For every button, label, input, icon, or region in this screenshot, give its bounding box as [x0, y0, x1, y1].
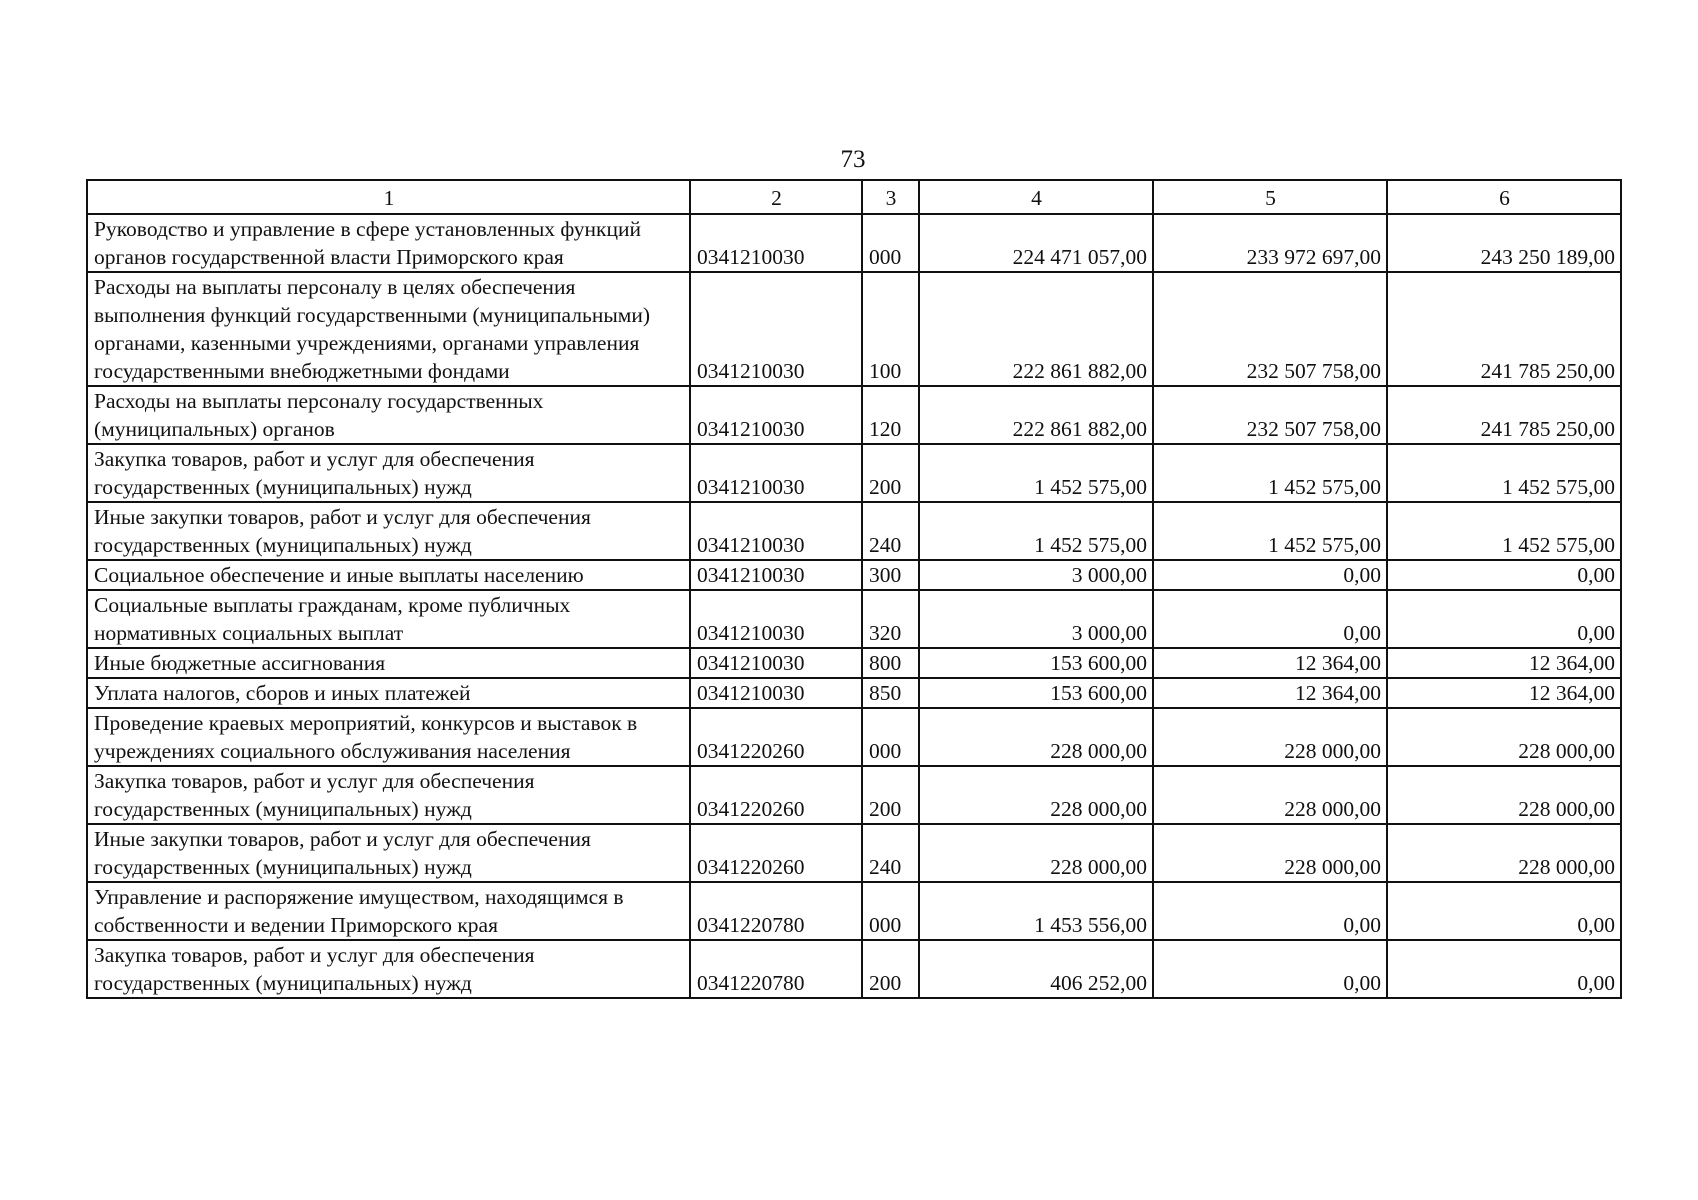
amount-col6-cell: 228 000,00 [1387, 766, 1621, 824]
amount-col5-cell: 0,00 [1153, 940, 1387, 998]
amount-col4-cell: 153 600,00 [919, 648, 1153, 678]
table-row [87, 386, 1621, 444]
expense-type-cell: 200 [862, 766, 919, 824]
item-name-cell: Расходы на выплаты персоналу государственных (муниципальных) органов [87, 386, 690, 444]
expense-type-cell: 000 [862, 214, 919, 272]
amount-col4-cell: 222 861 882,00 [919, 386, 1153, 444]
table-row [87, 272, 1621, 386]
item-name-cell: Расходы на выплаты персоналу в целях обеспечения выполнения функций государственными (муниципальными) органами, казенными учреждениями, органами управления государственными внебюджетными фондами [87, 272, 690, 386]
amount-col5-cell: 1 452 575,00 [1153, 502, 1387, 560]
amount-col5-cell: 233 972 697,00 [1153, 214, 1387, 272]
target-code-cell: 0341210030 [690, 590, 862, 648]
item-name-cell: Управление и распоряжение имуществом, находящимся в собственности и ведении Приморского края [87, 882, 690, 940]
amount-col5-cell: 232 507 758,00 [1153, 386, 1387, 444]
amount-col4-cell: 228 000,00 [919, 824, 1153, 882]
amount-col6-cell: 241 785 250,00 [1387, 272, 1621, 386]
amount-col6-cell: 1 452 575,00 [1387, 444, 1621, 502]
target-code-cell: 0341220260 [690, 824, 862, 882]
amount-col6-cell: 0,00 [1387, 590, 1621, 648]
column-header: 1 [87, 180, 690, 214]
amount-col4-cell: 3 000,00 [919, 560, 1153, 590]
target-code-cell: 0341210030 [690, 444, 862, 502]
amount-col4-cell: 224 471 057,00 [919, 214, 1153, 272]
amount-col5-cell: 232 507 758,00 [1153, 272, 1387, 386]
item-name-cell: Иные бюджетные ассигнования [87, 648, 690, 678]
table-row [87, 766, 1621, 824]
target-code-cell: 0341220260 [690, 766, 862, 824]
table-row [87, 502, 1621, 560]
amount-col4-cell: 1 452 575,00 [919, 444, 1153, 502]
amount-col4-cell: 228 000,00 [919, 708, 1153, 766]
amount-col6-cell: 241 785 250,00 [1387, 386, 1621, 444]
target-code-cell: 0341220260 [690, 708, 862, 766]
table-header-row [87, 180, 1621, 214]
table-row [87, 882, 1621, 940]
expense-type-cell: 320 [862, 590, 919, 648]
target-code-cell: 0341210030 [690, 502, 862, 560]
item-name-cell: Руководство и управление в сфере установленных функций органов государственной власти Приморского края [87, 214, 690, 272]
amount-col6-cell: 0,00 [1387, 560, 1621, 590]
amount-col6-cell: 12 364,00 [1387, 678, 1621, 708]
item-name-cell: Проведение краевых мероприятий, конкурсов и выставок в учреждениях социального обслуживания населения [87, 708, 690, 766]
amount-col6-cell: 1 452 575,00 [1387, 502, 1621, 560]
amount-col4-cell: 3 000,00 [919, 590, 1153, 648]
target-code-cell: 0341210030 [690, 560, 862, 590]
column-header: 3 [862, 180, 919, 214]
column-header: 6 [1387, 180, 1621, 214]
expense-type-cell: 200 [862, 940, 919, 998]
expense-type-cell: 240 [862, 824, 919, 882]
item-name-cell: Социальные выплаты гражданам, кроме публичных нормативных социальных выплат [87, 590, 690, 648]
item-name-cell: Закупка товаров, работ и услуг для обеспечения государственных (муниципальных) нужд [87, 940, 690, 998]
amount-col5-cell: 228 000,00 [1153, 824, 1387, 882]
expense-type-cell: 000 [862, 708, 919, 766]
table-row [87, 648, 1621, 678]
column-header: 2 [690, 180, 862, 214]
target-code-cell: 0341210030 [690, 214, 862, 272]
expense-type-cell: 300 [862, 560, 919, 590]
expense-type-cell: 200 [862, 444, 919, 502]
target-code-cell: 0341210030 [690, 386, 862, 444]
expense-type-cell: 100 [862, 272, 919, 386]
item-name-cell: Социальное обеспечение и иные выплаты населению [87, 560, 690, 590]
table-row [87, 940, 1621, 998]
amount-col5-cell: 0,00 [1153, 882, 1387, 940]
item-name-cell: Закупка товаров, работ и услуг для обеспечения государственных (муниципальных) нужд [87, 766, 690, 824]
target-code-cell: 0341220780 [690, 940, 862, 998]
amount-col5-cell: 1 452 575,00 [1153, 444, 1387, 502]
amount-col4-cell: 153 600,00 [919, 678, 1153, 708]
amount-col6-cell: 228 000,00 [1387, 708, 1621, 766]
target-code-cell: 0341220780 [690, 882, 862, 940]
amount-col4-cell: 228 000,00 [919, 766, 1153, 824]
amount-col5-cell: 0,00 [1153, 590, 1387, 648]
expense-type-cell: 000 [862, 882, 919, 940]
amount-col4-cell: 406 252,00 [919, 940, 1153, 998]
target-code-cell: 0341210030 [690, 678, 862, 708]
amount-col5-cell: 228 000,00 [1153, 766, 1387, 824]
amount-col6-cell: 0,00 [1387, 940, 1621, 998]
expense-type-cell: 120 [862, 386, 919, 444]
table-row [87, 444, 1621, 502]
target-code-cell: 0341210030 [690, 272, 862, 386]
amount-col6-cell: 243 250 189,00 [1387, 214, 1621, 272]
expense-type-cell: 800 [862, 648, 919, 678]
budget-table [86, 179, 1622, 999]
amount-col5-cell: 228 000,00 [1153, 708, 1387, 766]
amount-col4-cell: 222 861 882,00 [919, 272, 1153, 386]
table-row [87, 214, 1621, 272]
item-name-cell: Иные закупки товаров, работ и услуг для обеспечения государственных (муниципальных) нужд [87, 824, 690, 882]
table-row [87, 824, 1621, 882]
column-header: 4 [919, 180, 1153, 214]
amount-col4-cell: 1 453 556,00 [919, 882, 1153, 940]
amount-col5-cell: 12 364,00 [1153, 648, 1387, 678]
table-row [87, 708, 1621, 766]
item-name-cell: Иные закупки товаров, работ и услуг для обеспечения государственных (муниципальных) нужд [87, 502, 690, 560]
table-row [87, 560, 1621, 590]
amount-col4-cell: 1 452 575,00 [919, 502, 1153, 560]
table-row [87, 590, 1621, 648]
amount-col5-cell: 12 364,00 [1153, 678, 1387, 708]
item-name-cell: Закупка товаров, работ и услуг для обеспечения государственных (муниципальных) нужд [87, 444, 690, 502]
page-number: 73 [840, 146, 866, 173]
expense-type-cell: 240 [862, 502, 919, 560]
target-code-cell: 0341210030 [690, 648, 862, 678]
amount-col6-cell: 228 000,00 [1387, 824, 1621, 882]
column-header: 5 [1153, 180, 1387, 214]
amount-col5-cell: 0,00 [1153, 560, 1387, 590]
amount-col6-cell: 0,00 [1387, 882, 1621, 940]
table-row [87, 678, 1621, 708]
item-name-cell: Уплата налогов, сборов и иных платежей [87, 678, 690, 708]
amount-col6-cell: 12 364,00 [1387, 648, 1621, 678]
expense-type-cell: 850 [862, 678, 919, 708]
